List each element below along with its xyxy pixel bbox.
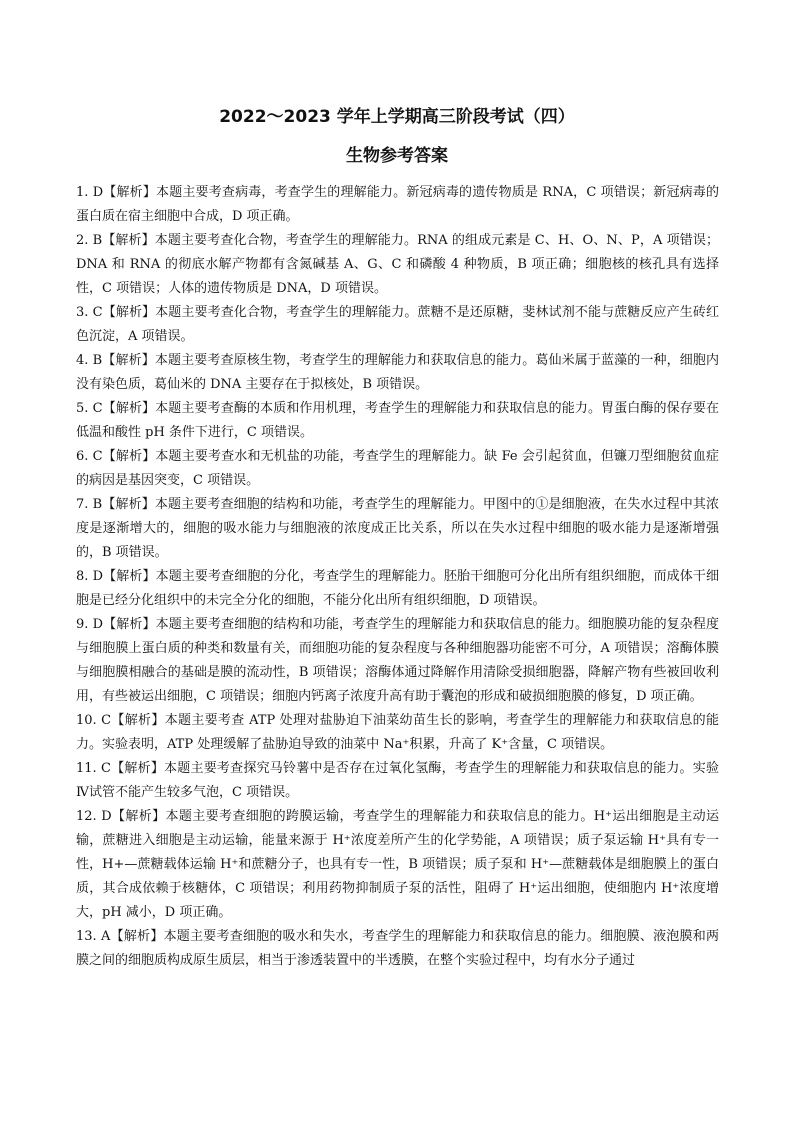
answer-list	[76, 181, 719, 973]
answer-item-3: 3. C【解析】本题主要考查化合物，考查学生的理解能力。蔗糖不是还原糖，斐林试剂不能与蔗糖反应产生砖红色沉淀，A 项错误。	[76, 305, 719, 344]
answer-item-6: 6. C【解析】本题主要考查水和无机盐的功能，考查学生的理解能力。缺 Fe 会引起贫血，但镰刀型细胞贫血症的病因是基因突变，C 项错误。	[76, 449, 719, 488]
page-subtitle: 生物参考答案	[346, 146, 448, 166]
answer-item-12: 12. D【解析】本题主要考查细胞的跨膜运输，考查学生的理解能力和获取信息的能力。H⁺运出细胞是主动运输，蔗糖进入细胞是主动运输，能量来源于 H⁺浓度差所产生的化学势能，A 项错误；质子泵运输 H⁺具有专一性，H+—蔗糖载体运输 H⁺和蔗糖分子，也具有专一性，B 项错误；质子泵和 H⁺—蔗糖载体是细胞膜上的蛋白质，其合成依赖于核糖体，C 项错误；利用药物抑制质子泵的活性，阻碍了 H⁺运出细胞，使细胞内 H⁺浓度增大，pH 减小，D 项正确。	[76, 809, 719, 920]
answer-item-9: 9. D【解析】本题主要考查细胞的结构和功能，考查学生的理解能力和获取信息的能力。细胞膜功能的复杂程度与细胞膜上蛋白质的种类和数量有关，而细胞功能的复杂程度与各种细胞器功能密不可分，A 项错误；溶酶体膜与细胞膜相融合的基础是膜的流动性，B 项错误；溶酶体通过降解作用清除受损细胞器，降解产物有些被回收利用，有些被运出细胞，C 项错误；细胞内钙离子浓度升高有助于囊泡的形成和破损细胞膜的修复，D 项正确。	[76, 617, 719, 704]
answer-item-7: 7. B【解析】本题主要考查细胞的结构和功能，考查学生的理解能力。甲图中的①是细胞液，在失水过程中其浓度是逐渐增大的，细胞的吸水能力与细胞液的浓度成正比关系，所以在失水过程中细胞的吸水能力是逐渐增强的，B 项错误。	[76, 497, 719, 560]
answer-item-1: 1. D【解析】本题主要考查病毒，考查学生的理解能力。新冠病毒的遗传物质是 RNA，C 项错误；新冠病毒的蛋白质在宿主细胞中合成，D 项正确。	[76, 185, 719, 224]
answer-item-4: 4. B【解析】本题主要考查原核生物，考查学生的理解能力和获取信息的能力。葛仙米属于蓝藻的一种，细胞内没有染色质，葛仙米的 DNA 主要存在于拟核处，B 项错误。	[76, 353, 719, 392]
answer-item-2: 2. B【解析】本题主要考查化合物，考查学生的理解能力。RNA 的组成元素是 C、H、O、N、P，A 项错误；DNA 和 RNA 的彻底水解产物都有含氮碱基 A、G、C 和磷酸 4 种物质，B 项正确；细胞核的核孔具有选择性，C 项错误；人体的遗传物质是 DNA，D 项错误。	[76, 233, 719, 296]
answer-item-11: 11. C【解析】本题主要考查探究马铃薯中是否存在过氧化氢酶，考查学生的理解能力和获取信息的能力。实验Ⅳ试管不能产生较多气泡，C 项错误。	[76, 761, 719, 800]
answer-item-8: 8. D【解析】本题主要考查细胞的分化，考查学生的理解能力。胚胎干细胞可分化出所有组织细胞，而成体干细胞是已经分化组织中的未完全分化的细胞，不能分化出所有组织细胞，D 项错误。	[76, 569, 719, 608]
answer-item-5: 5. C【解析】本题主要考查酶的本质和作用机理，考查学生的理解能力和获取信息的能力。胃蛋白酶的保存要在低温和酸性 pH 条件下进行，C 项错误。	[76, 401, 719, 440]
page-title: 2022～2023 学年上学期高三阶段考试（四）	[219, 107, 575, 127]
answer-item-13: 13. A【解析】本题主要考查细胞的吸水和失水，考查学生的理解能力和获取信息的能力。细胞膜、液泡膜和两膜之间的细胞质构成原生质层，相当于渗透装置中的半透膜，在整个实验过程中，均有水分子通过	[76, 929, 719, 968]
answer-item-10: 10. C【解析】本题主要考查 ATP 处理对盐胁迫下油菜幼苗生长的影响，考查学生的理解能力和获取信息的能力。实验表明，ATP 处理缓解了盐胁迫导致的油菜中 Na⁺积累，升高了 K⁺含量，C 项错误。	[76, 713, 719, 752]
